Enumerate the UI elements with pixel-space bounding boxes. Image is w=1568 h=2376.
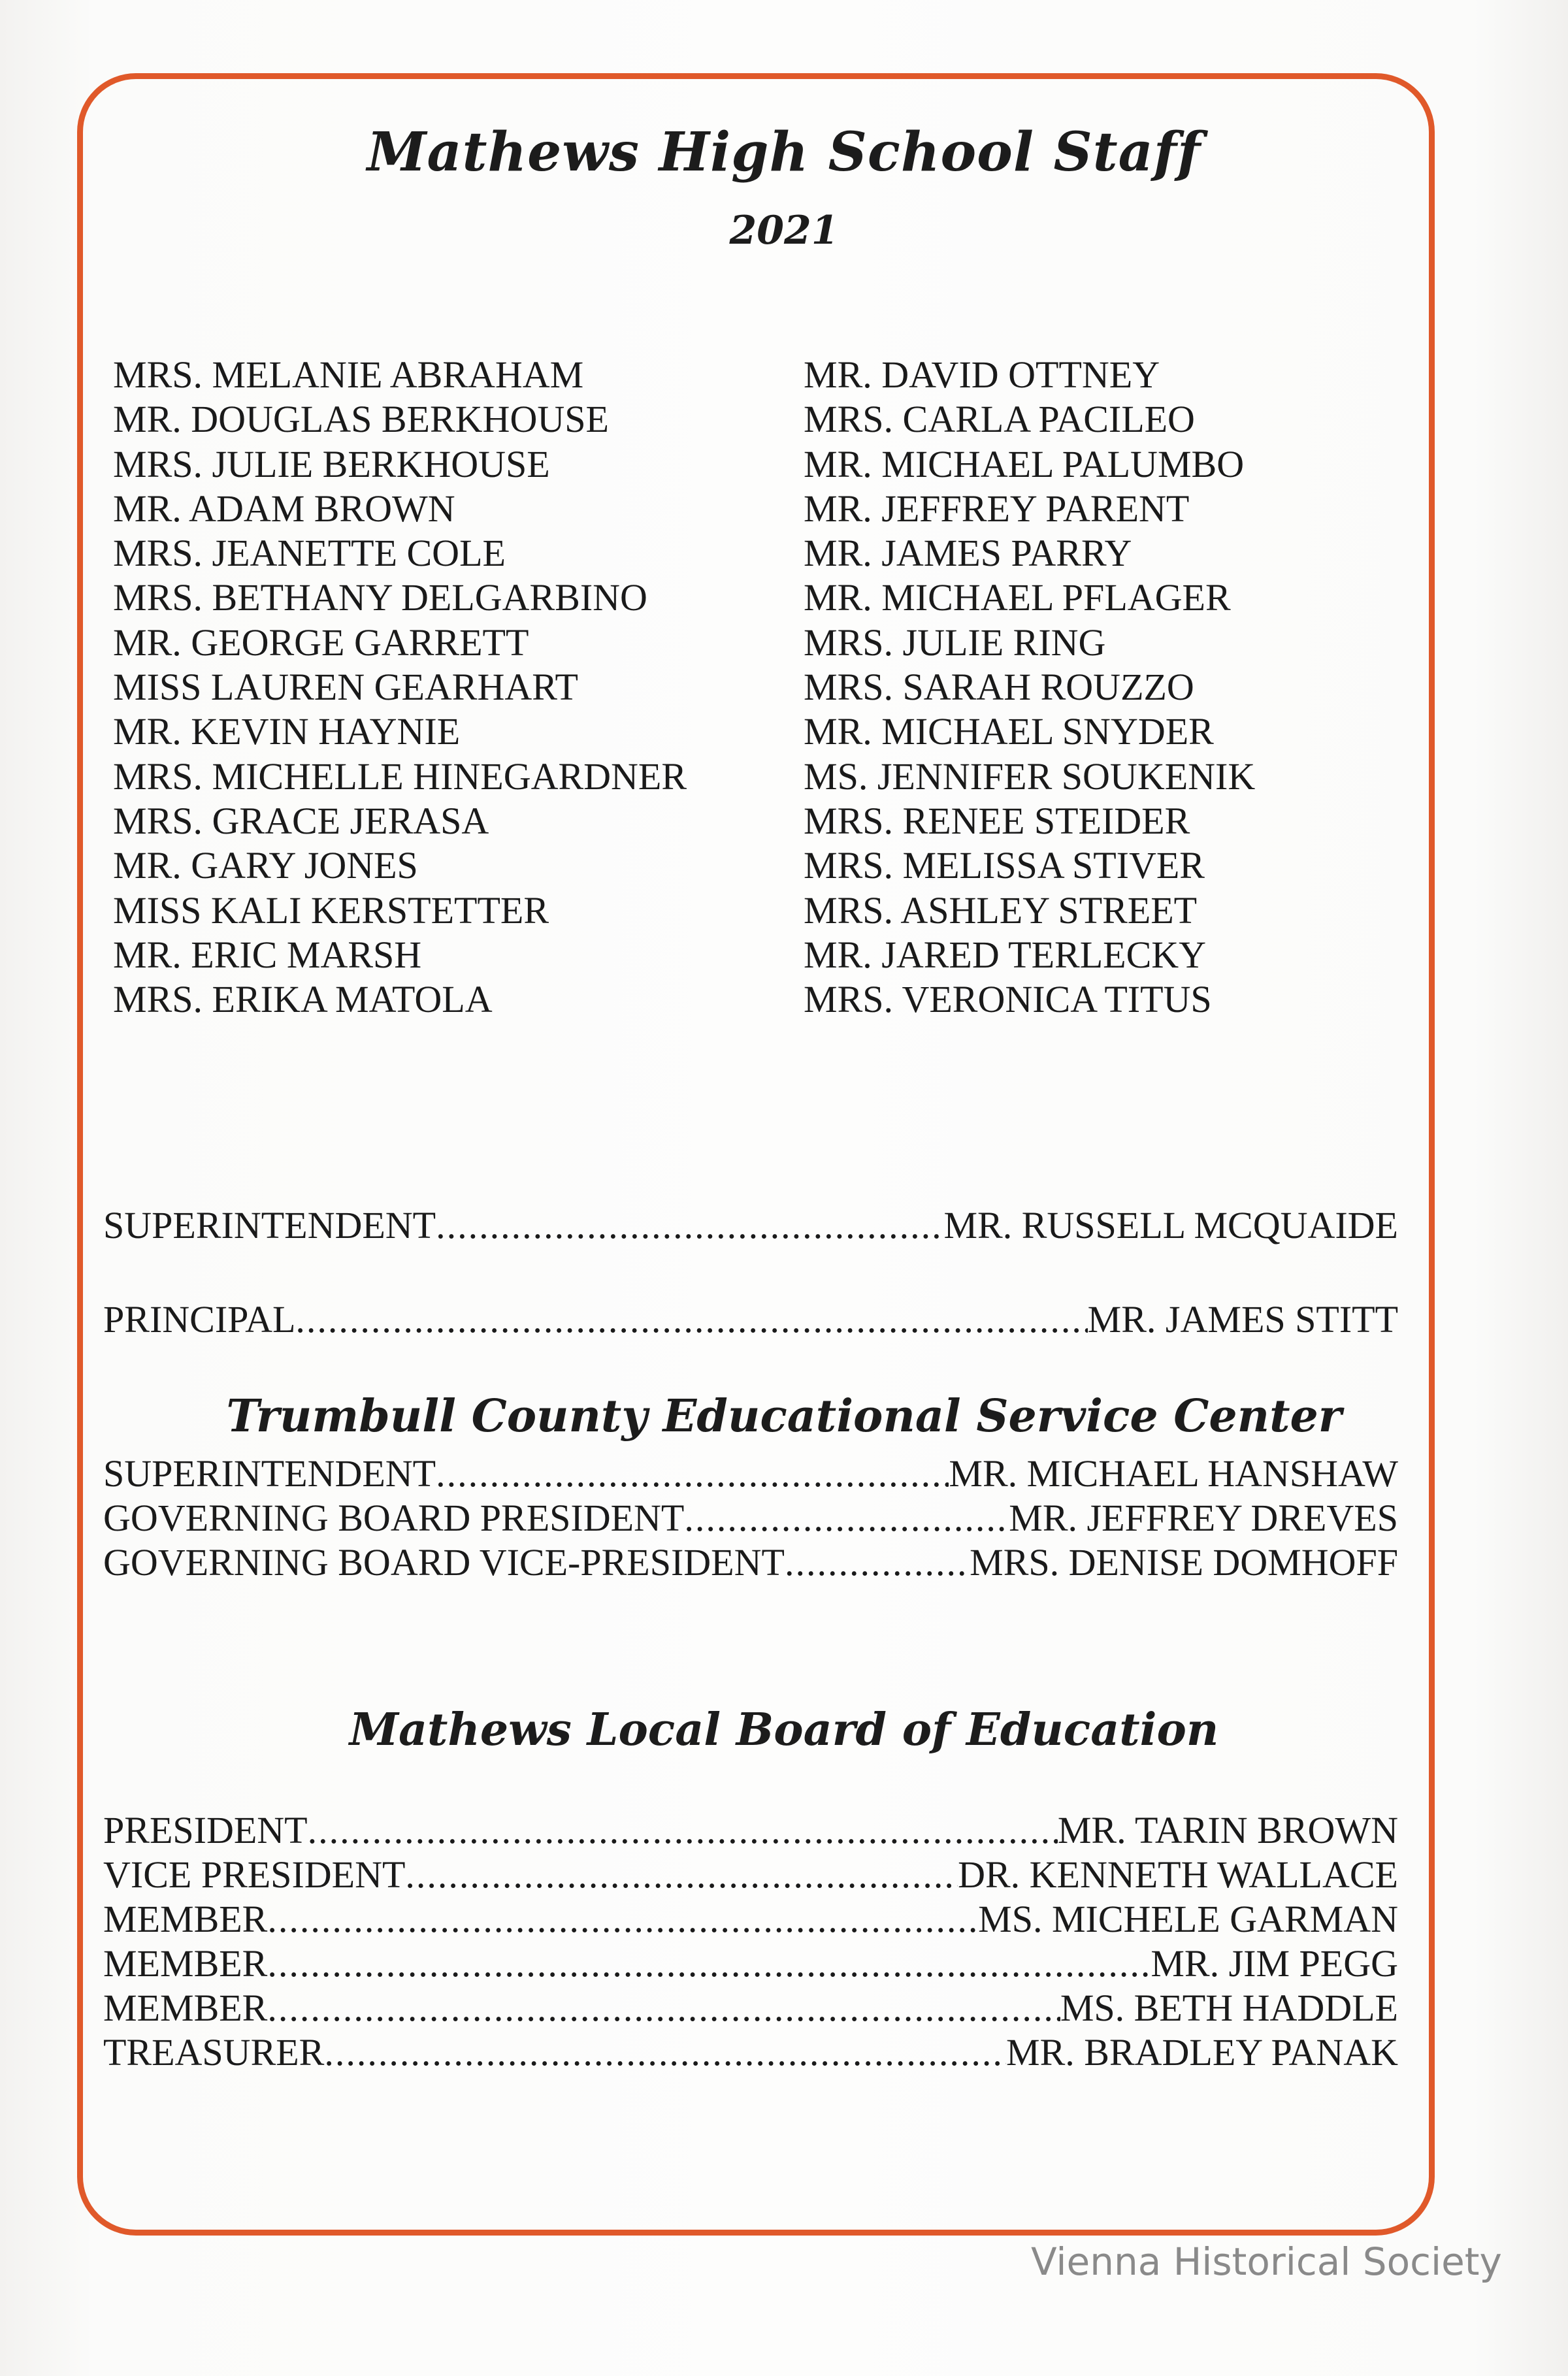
staff-name: MR. ADAM BROWN [113,487,455,530]
staff-name: MR. ERIC MARSH [113,933,422,976]
leader-dots [267,1897,978,1942]
page-year: 2021 [729,208,839,253]
role-holder: MR. TARIN BROWN [1057,1809,1398,1851]
tcesc-row [103,1540,1398,1585]
role-label: MEMBER [103,1898,268,1940]
staff-name: MRS. SARAH ROUZZO [804,666,1194,709]
staff-name: MR. MICHAEL SNYDER [804,710,1214,753]
staff-name: MISS LAUREN GEARHART [113,666,578,709]
role-holder: MR. MICHAEL HANSHAW [949,1452,1398,1495]
role-label: VICE PRESIDENT [103,1853,406,1896]
staff-name: MRS. VERONICA TITUS [804,978,1212,1021]
role-holder: MS. MICHELE GARMAN [978,1898,1398,1940]
role-label: TREASURER [103,2031,325,2074]
leader-dots [267,1942,1151,1986]
leader-dots [785,1540,970,1585]
staff-name: MR. MICHAEL PFLAGER [804,576,1231,619]
staff-name: MS. JENNIFER SOUKENIK [804,755,1256,798]
role-label: GOVERNING BOARD PRESIDENT [103,1497,685,1539]
page-title: Mathews High School Staff [367,121,1201,184]
leader-dots [405,1853,958,1897]
staff-name: MR. KEVIN HAYNIE [113,710,461,753]
watermark: Vienna Historical Society [1031,2239,1502,2284]
staff-name: MRS. MELISSA STIVER [804,844,1205,887]
board-row [103,1808,1398,1853]
role-holder: MR. RUSSELL MCQUAIDE [943,1204,1398,1246]
staff-name: MR. JEFFREY PARENT [804,487,1190,530]
superintendent-row [103,1203,1398,1248]
staff-name: MRS. MELANIE ABRAHAM [113,353,584,396]
staff-name: MR. DOUGLAS BERKHOUSE [113,398,609,441]
role-label: MEMBER [103,1942,268,1985]
staff-name: MR. GEORGE GARRETT [113,621,529,664]
tcesc-row [103,1496,1398,1540]
staff-name: MRS. JULIE BERKHOUSE [113,442,550,485]
leader-dots [684,1496,1009,1540]
staff-name: MR. JAMES PARRY [804,532,1132,575]
role-label: MEMBER [103,1987,268,2029]
board-row [103,1897,1398,1942]
board-heading: Mathews Local Board of Education [349,1704,1219,1756]
role-holder: MR. JIM PEGG [1151,1942,1398,1985]
principal-row [103,1297,1398,1342]
tcesc-row [103,1452,1398,1496]
leader-dots [267,1986,1060,2030]
role-label: GOVERNING BOARD VICE-PRESIDENT [103,1541,785,1584]
role-holder: DR. KENNETH WALLACE [958,1853,1398,1896]
staff-name: MRS. ERIKA MATOLA [113,978,493,1021]
role-label: PRESIDENT [103,1809,308,1851]
tcesc-heading: Trumbull County Educational Service Center [226,1390,1342,1442]
board-row [103,2030,1398,2075]
role-holder: MRS. DENISE DOMHOFF [970,1541,1398,1584]
role-label: SUPERINTENDENT [103,1204,436,1246]
role-label: PRINCIPAL [103,1298,296,1341]
board-row [103,1942,1398,1986]
staff-name: MRS. ASHLEY STREET [804,888,1198,932]
leader-dots [324,2030,1006,2075]
staff-name: MRS. RENEE STEIDER [804,799,1190,842]
staff-name: MR. GARY JONES [113,844,418,887]
leader-dots [295,1297,1087,1342]
staff-name: MRS. JEANETTE COLE [113,532,506,575]
board-row [103,1986,1398,2030]
staff-list-right [804,353,1255,1022]
staff-name: MRS. GRACE JERASA [113,799,489,842]
staff-name: MR. JARED TERLECKY [804,933,1207,976]
staff-name: MR. MICHAEL PALUMBO [804,442,1245,485]
role-holder: MS. BETH HADDLE [1060,1987,1398,2029]
role-holder: MR. BRADLEY PANAK [1006,2031,1398,2074]
staff-name: MRS. CARLA PACILEO [804,398,1195,441]
leader-dots [308,1808,1058,1853]
leader-dots [436,1452,949,1496]
role-label: SUPERINTENDENT [103,1452,436,1495]
role-holder: MR. JEFFREY DREVES [1009,1497,1398,1539]
board-row [103,1853,1398,1897]
leader-dots [436,1203,943,1248]
staff-name: MRS. BETHANY DELGARBINO [113,576,647,619]
staff-name: MR. DAVID OTTNEY [804,353,1160,396]
staff-name: MRS. JULIE RING [804,621,1106,664]
staff-name: MRS. MICHELLE HINEGARDNER [113,755,687,798]
role-holder: MR. JAMES STITT [1087,1298,1398,1341]
staff-list-left [113,353,687,1022]
staff-name: MISS KALI KERSTETTER [113,888,549,932]
